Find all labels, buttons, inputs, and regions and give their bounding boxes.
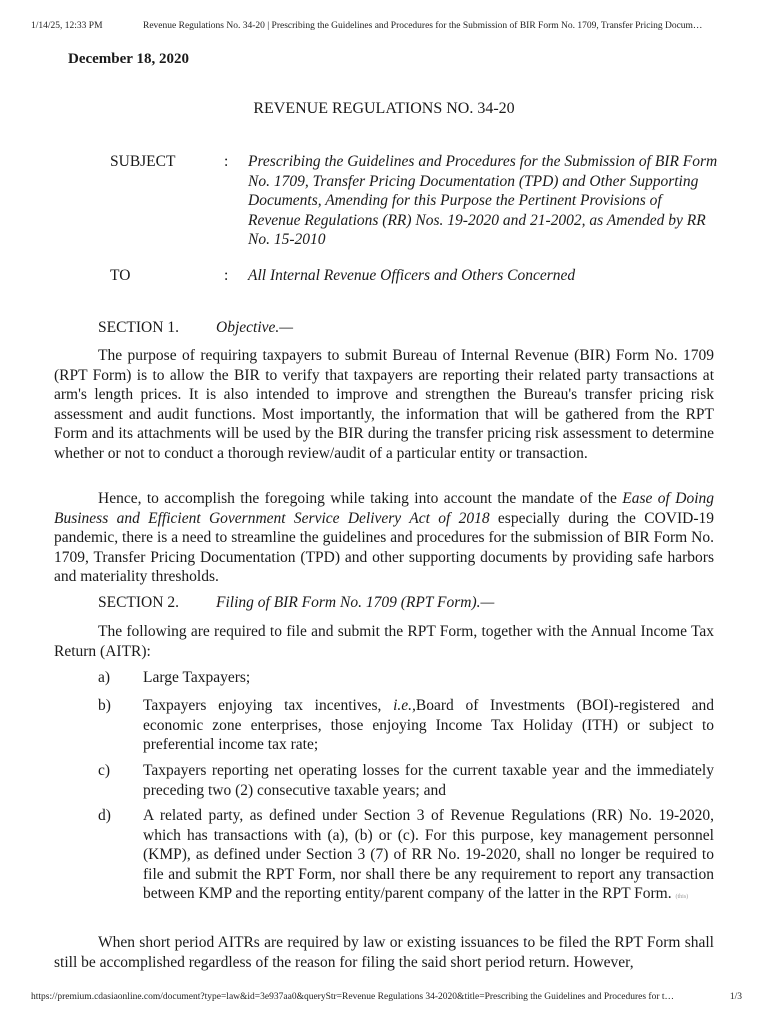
paragraph-hence: Hence, to accomplish the foregoing while taking into account the mandate of the Ease of Doing Business and Efficient Government Service Delivery Act of 2018 especially during the COVID-19 pandemic, there is a need to streamline the guidelines and procedures for the submission of BIR Form No. 1709, Transfer Pricing Documentation (TPD) and other supporting documents by providing safe harbors and materiality thresholds. (54, 490, 714, 585)
list-item-text: Large Taxpayers; (143, 669, 251, 686)
list-item-text: A related party, as defined under Section 3 of Revenue Regulations (RR) No. 19-2020, which has transactions with (a), (b) or (c). For this purpose, key management personnel (KMP), as defined under Section 3 (7) of RR No. 19-2020, shall no longer be required to file and submit the RPT Form, nor shall there be any requirement to report any transaction between KMP and the reporting entity/parent company of the latter in the RPT Form. (this) (143, 807, 714, 902)
list-marker: d) (98, 807, 111, 824)
section-number: SECTION 1. (98, 319, 179, 336)
print-url: https://premium.cdasiaonline.com/document?type=law&id=3e937aa0&queryStr=Revenue Regulations 34-2020&title=Prescribing the Guidelines and Procedures for t… (31, 992, 675, 1002)
document-date: December 18, 2020 (68, 51, 189, 67)
subject-label: SUBJECT (110, 153, 176, 170)
section-number: SECTION 2. (98, 594, 179, 611)
footnote-link[interactable]: (this) (675, 894, 689, 900)
list-marker: b) (98, 697, 111, 714)
to-colon: : (224, 267, 229, 284)
print-timestamp: 1/14/25, 12:33 PM (31, 21, 103, 31)
list-item-text: Taxpayers enjoying tax incentives, i.e.,Board of Investments (BOI)-registered and economic zone enterprises, those enjoying Income Tax Holiday (ITH) or subject to preferential income tax rate; (143, 697, 714, 753)
paragraph-required-filers: The following are required to file and submit the RPT Form, together with the Annual Income Tax Return (AITR): (54, 623, 714, 660)
to-label: TO (110, 267, 131, 284)
print-page-title: Revenue Regulations No. 34-20 | Prescribing the Guidelines and Procedures for the Submission of BIR Form No. 1709, Transfer Pricing Docum… (143, 21, 703, 31)
paragraph-short-period: When short period AITRs are required by law or existing issuances to be filed the RPT Form shall still be accomplished regardless of the reason for filing the said short period return. However, (54, 934, 714, 971)
list-item-text: Taxpayers reporting net operating losses for the current taxable year and the immediately preceding two (2) consecutive taxable years; and (143, 762, 714, 799)
section-title: Objective.— (216, 319, 294, 336)
act-title: Ease of Doing Business and Efficient Government Service Delivery Act of 2018 (54, 490, 714, 527)
subject-text: Prescribing the Guidelines and Procedures for the Submission of BIR Form No. 1709, Transfer Pricing Documentation (TPD) and Other Supporting Documents, Amending for this Purpose the Pertinent Provisions of Revenue Regulations (RR) Nos. 19-2020 and 21-2002, as Amended by RR No. 15-2010 (248, 153, 718, 249)
list-marker: a) (98, 669, 111, 686)
section-2-heading (98, 594, 494, 612)
page-number: 1/3 (729, 992, 742, 1002)
to-text: All Internal Revenue Officers and Others Concerned (248, 267, 576, 284)
paragraph-purpose: The purpose of requiring taxpayers to submit Bureau of Internal Revenue (BIR) Form No. 1709 (RPT Form) is to allow the BIR to verify that taxpayers are reporting their related party transactions at arm's length prices. It is also intended to improve and strengthen the Bureau's transfer pricing risk assessment and audit functions. Most importantly, the information that will be gathered from the RPT Form and its attachments will be used by the BIR during the transfer pricing risk assessment to determine whether or not to conduct a thorough review/audit of a particular entity or transaction. (54, 347, 714, 462)
section-title: Filing of BIR Form No. 1709 (RPT Form).— (216, 594, 495, 611)
list-marker: c) (98, 762, 111, 779)
section-1-heading (98, 319, 293, 337)
regulation-number: REVENUE REGULATIONS NO. 34-20 (253, 100, 515, 117)
subject-colon: : (224, 153, 229, 170)
